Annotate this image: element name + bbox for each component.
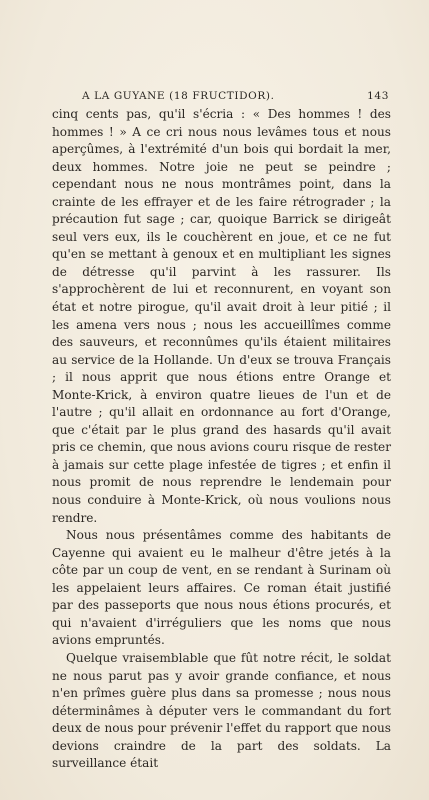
page-number: 143 [367, 90, 389, 102]
running-title: A LA GUYANE (18 FRUCTIDOR). [82, 90, 275, 102]
body-text [52, 106, 391, 773]
running-head [52, 90, 389, 106]
paragraph-3: Quelque vraisemblable que fût notre récit, le soldat ne nous parut pas y avoir grande confiance, et nous n'en prîmes guère plus dans sa promesse ; nous nous déterminâmes à députer vers le commandant du fort deux de nous pour prévenir l'effet du rapport que nous devions craindre de la part des soldats. La surveillance était [52, 650, 391, 771]
paragraph-2: Nous nous présentâmes comme des habitants de Cayenne qui avaient eu le malheur d'être jetés à la côte par un coup de vent, en se rendant à Surinam où les appelaient leurs affaires. Ce roman était justifié par des passeports que nous nous étions procurés, et qui n'avaient d'irréguliers que les noms que nous avions empruntés. [52, 528, 391, 648]
paragraph-1: cinq cents pas, qu'il s'écria : « Des hommes ! des hommes ! » A ce cri nous nous levâmes tous et nous aperçûmes, à l'extrémité d'un bois qui bordait la mer, deux hommes. Notre joie ne peut se peindre ; cependant nous ne nous montrâmes point, dans la crainte de les effrayer et de les faire rétrograder ; la précaution fut sage ; car, quoique Barrick se dirigeât seul vers eux, ils le couchèrent en joue, et ce ne fut qu'en se mettant à genoux et en multipliant les signes de détresse qu'il parvint à les rassurer. Ils s'approchèrent de lui et reconnurent, en voyant son état et notre pirogue, qu'il avait droit à leur pitié ; il les amena vers nous ; nous les accueillîmes comme des sauveurs, et reconnûmes qu'ils étaient militaires au service de la Hollande. Un d'eux se trouva Français ; il nous apprit que nous étions entre Orange et Monte-Krick, à environ quatre lieues de l'un et de l'autre ; qu'il allait en ordonnance au fort d'Orange, que c'était par le plus grand des hasards qu'il avait pris ce chemin, que nous avions couru risque de rester à jamais sur cette plage infestée de tigres ; et enfin il nous promit de nous reprendre le lendemain pour nous conduire à Monte-Krick, où nous voulions nous rendre. [52, 107, 391, 525]
